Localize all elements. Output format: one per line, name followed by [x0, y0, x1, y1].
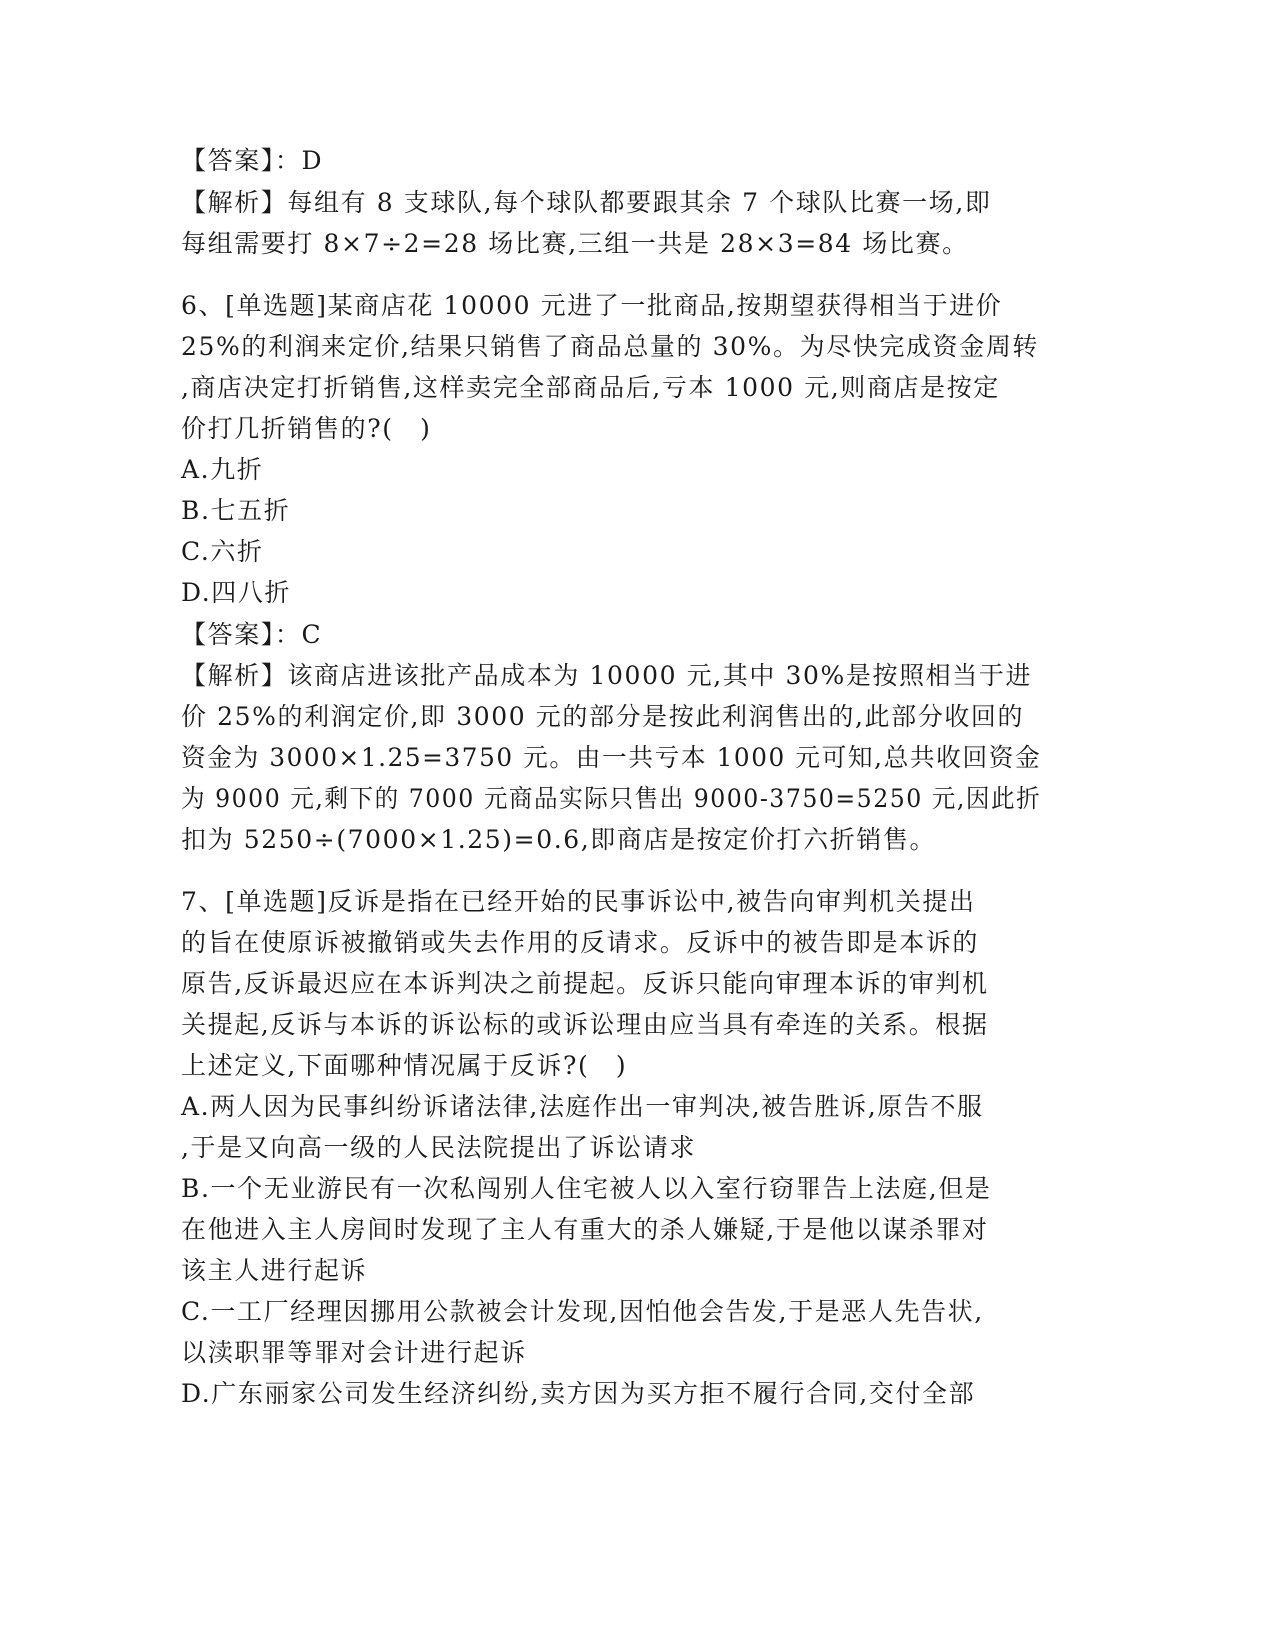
- q7-option-c-line-1: C.一工厂经理因挪用公款被会计发现,因怕他会告发,于是恶人先告状,: [181, 1297, 984, 1326]
- q7-option-c-line-2: 以渎职罪等罪对会计进行起诉: [181, 1338, 527, 1367]
- q6-stem-line-4: 价打几折销售的?( ): [181, 414, 432, 443]
- q7-option-b-line-1: B.一个无业游民有一次私闯别人住宅被人以入室行窃罪告上法庭,但是: [181, 1174, 992, 1203]
- q6-analysis-line-1: 【解析】该商店进该批产品成本为 10000 元,其中 30%是按照相当于进: [181, 661, 1033, 690]
- q6-stem-line-1: 6、[单选题]某商店花 10000 元进了一批商品,按期望获得相当于进价: [181, 291, 1003, 320]
- q6-stem-line-3: ,商店决定打折销售,这样卖完全部商品后,亏本 1000 元,则商店是按定: [181, 373, 1000, 402]
- q6-analysis-line-4: 为 9000 元,剩下的 7000 元商品实际只售出 9000-3750=5250 元,因此折: [181, 784, 1042, 813]
- q6-analysis-line-3: 资金为 3000×1.25=3750 元。由一共亏本 1000 元可知,总共收回资金: [181, 743, 1042, 772]
- q6-analysis-line-5: 扣为 5250÷(7000×1.25)=0.6,即商店是按定价打六折销售。: [181, 825, 937, 854]
- q7-stem-line-3: 原告,反诉最迟应在本诉判决之前提起。反诉只能向审理本诉的审判机: [181, 969, 989, 998]
- q7-option-b-line-3: 该主人进行起诉: [181, 1256, 368, 1285]
- prev-answer-line: 【答案】：D: [181, 146, 324, 175]
- document-page: [181, 0, 1041, 1650]
- q7-option-a-line-1: A.两人因为民事纠纷诉诸法律,法庭作出一审判决,被告胜诉,原告不服: [181, 1092, 984, 1121]
- prev-analysis-line-2: 每组需要打 8×7÷2=28 场比赛,三组一共是 28×3=84 场比赛。: [181, 229, 969, 258]
- q7-stem-line-4: 关提起,反诉与本诉的诉讼标的或诉讼理由应当具有牵连的关系。根据: [181, 1010, 989, 1039]
- q6-analysis-line-2: 价 25%的利润定价,即 3000 元的部分是按此利润售出的,此部分收回的: [181, 702, 1025, 731]
- q7-stem-line-5: 上述定义,下面哪种情况属于反诉?( ): [181, 1051, 628, 1080]
- prev-analysis-line-1: 【解析】每组有 8 支球队,每个球队都要跟其余 7 个球队比赛一场,即: [181, 188, 992, 217]
- q6-option-d: D.四八折: [181, 578, 292, 607]
- q6-option-a: A.九折: [181, 455, 264, 484]
- q7-option-a-line-2: ,于是又向高一级的人民法院提出了诉讼请求: [181, 1133, 696, 1162]
- q7-stem-line-2: 的旨在使原诉被撤销或失去作用的反请求。反诉中的被告即是本诉的: [181, 928, 980, 957]
- q7-option-b-line-2: 在他进入主人房间时发现了主人有重大的杀人嫌疑,于是他以谋杀罪对: [181, 1215, 989, 1244]
- q6-option-c: C.六折: [181, 537, 264, 566]
- q6-answer-line: 【答案】：C: [181, 620, 323, 649]
- q6-stem-line-2: 25%的利润来定价,结果只销售了商品总量的 30%。为尽快完成资金周转: [181, 332, 1040, 361]
- q6-option-b: B.七五折: [181, 496, 291, 525]
- q7-stem-line-1: 7、[单选题]反诉是指在已经开始的民事诉讼中,被告向审判机关提出: [181, 887, 976, 916]
- q7-option-d-line-1: D.广东丽家公司发生经济纠纷,卖方因为买方拒不履行合同,交付全部: [181, 1379, 976, 1408]
